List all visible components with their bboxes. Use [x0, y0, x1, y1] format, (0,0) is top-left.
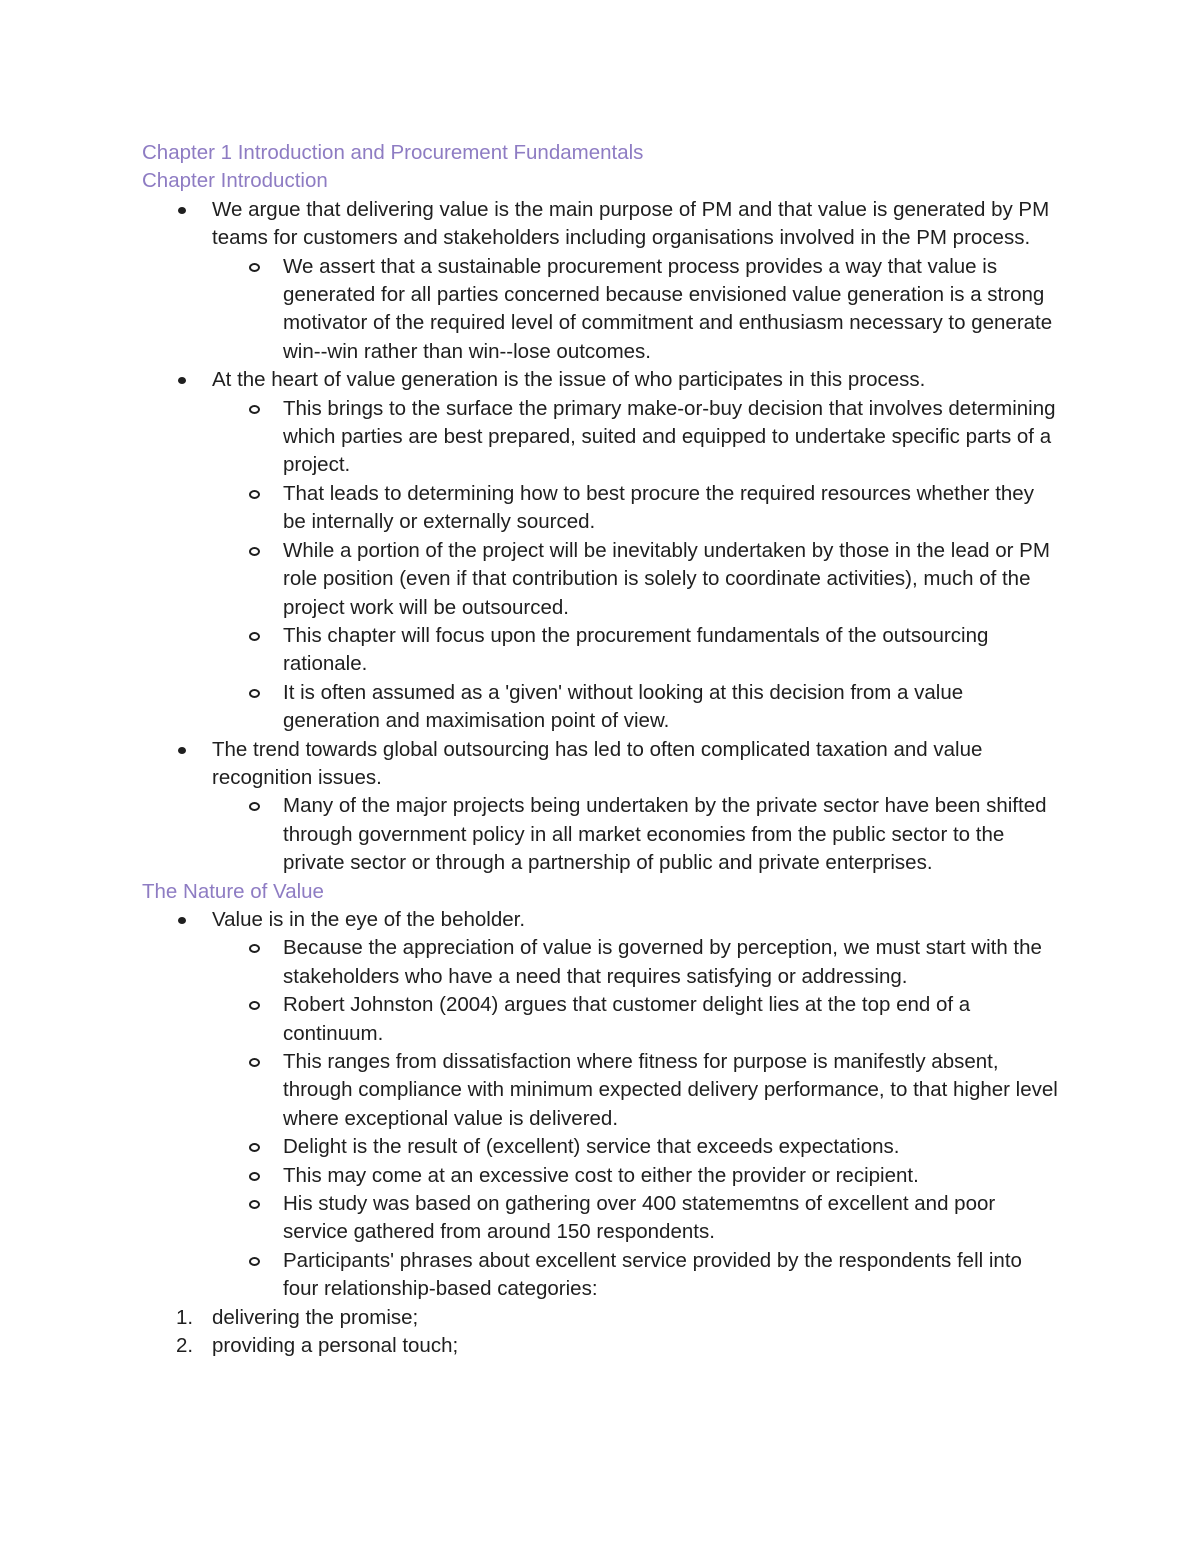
- sub-list-item: [142, 253, 1062, 367]
- sub-list-item: [142, 480, 1062, 537]
- filled-bullet-icon: [178, 917, 186, 924]
- hollow-bullet-icon: [249, 689, 260, 698]
- numbered-list-item: [142, 1304, 1062, 1332]
- list-item-text: Value is in the eye of the beholder.: [212, 907, 526, 931]
- filled-bullet-icon: [178, 207, 186, 214]
- list-item: [142, 196, 1062, 253]
- hollow-bullet-icon: [249, 1257, 260, 1266]
- bullet-list: [142, 196, 1062, 878]
- sub-list-item: [142, 395, 1062, 480]
- document-title: Chapter 1 Introduction and Procurement Fundamentals: [142, 141, 644, 164]
- numbered-item-text: delivering the promise;: [212, 1305, 419, 1329]
- hollow-bullet-icon: [249, 802, 260, 811]
- numbered-list: [142, 1304, 1062, 1361]
- sub-list-item-text: Many of the major projects being undertaken by the private sector have been shifted through government policy in all market economies from the public sector to the private sector or through a partnership of public and private enterprises.: [283, 794, 1047, 875]
- hollow-bullet-icon: [249, 944, 260, 953]
- sub-list-item: [142, 1162, 1062, 1190]
- numbered-item-text: providing a personal touch;: [212, 1334, 459, 1358]
- sub-list-item: [142, 537, 1062, 622]
- sub-list-item-text: This chapter will focus upon the procurement fundamentals of the outsourcing rationale.: [283, 623, 989, 676]
- hollow-bullet-icon: [249, 263, 260, 272]
- hollow-bullet-icon: [249, 1172, 260, 1181]
- list-item-text: We argue that delivering value is the main purpose of PM and that value is generated by PM teams for customers and stakeholders including organisations involved in the PM process.: [212, 197, 1050, 250]
- list-item-text: The trend towards global outsourcing has led to often complicated taxation and value recognition issues.: [212, 737, 983, 789]
- hollow-bullet-icon: [249, 1200, 260, 1209]
- section-heading-nature-of-value: The Nature of Value: [142, 879, 324, 903]
- section-heading-chapter-introduction: Chapter Introduction: [142, 169, 328, 193]
- sub-list-item-text: It is often assumed as a 'given' without looking at this decision from a value generation and maximisation point of view.: [283, 680, 964, 733]
- list-item-text: At the heart of value generation is the issue of who participates in this process.: [212, 368, 926, 392]
- sub-list-item: [142, 934, 1062, 991]
- sub-list-item-text: We assert that a sustainable procurement process provides a way that value is generated for all parties concerned because envisioned value generation is a strong motivator of the required level of commitment and enthusiasm necessary to generate win--win rather than win--lose outcomes.: [283, 254, 1053, 363]
- hollow-bullet-icon: [249, 405, 260, 414]
- sub-list-item-text: That leads to determining how to best procure the required resources whether they be internally or externally sourced.: [283, 481, 1034, 534]
- sub-list-item-text: This ranges from dissatisfaction where fitness for purpose is manifestly absent, through compliance with minimum expected delivery performance, to that higher level where exceptional value is delivered.: [283, 1050, 1058, 1130]
- hollow-bullet-icon: [249, 490, 260, 499]
- filled-bullet-icon: [178, 747, 186, 754]
- list-item: [142, 366, 1062, 394]
- sub-list-item-text: Robert Johnston (2004) argues that customer delight lies at the top end of a continuum.: [283, 993, 971, 1045]
- sub-list-item: [142, 1133, 1062, 1161]
- bullet-list: [142, 906, 1062, 1304]
- numbered-list-item: [142, 1332, 1062, 1360]
- hollow-bullet-icon: [249, 547, 260, 556]
- sub-list-item: [142, 1247, 1062, 1304]
- sub-list-item-text: Participants' phrases about excellent service provided by the respondents fell into four relationship-based categories:: [283, 1248, 1022, 1301]
- list-item: [142, 736, 1062, 793]
- sub-list-item: [142, 792, 1062, 877]
- hollow-bullet-icon: [249, 1001, 260, 1010]
- sub-list-item: [142, 1048, 1062, 1133]
- sub-list-item-text: This brings to the surface the primary make-or-buy decision that involves determining which parties are best prepared, suited and equipped to undertake specific parts of a project.: [283, 396, 1056, 477]
- sub-list-item: [142, 622, 1062, 679]
- list-number: 2.: [176, 1334, 194, 1358]
- sub-list-item-text: His study was based on gathering over 400 statememtns of excellent and poor service gathered from around 150 respondents.: [283, 1192, 996, 1244]
- hollow-bullet-icon: [249, 1143, 260, 1152]
- list-item: [142, 906, 1062, 934]
- sub-list-item-text: While a portion of the project will be inevitably undertaken by those in the lead or PM role position (even if that contribution is solely to coordinate activities), much of the project work will be outsourced.: [283, 538, 1050, 619]
- sub-list-item: [142, 991, 1062, 1048]
- sub-list-item: [142, 679, 1062, 736]
- filled-bullet-icon: [178, 377, 186, 384]
- hollow-bullet-icon: [249, 1058, 260, 1067]
- sub-list-item: [142, 1190, 1062, 1247]
- hollow-bullet-icon: [249, 632, 260, 641]
- list-number: 1.: [176, 1305, 194, 1329]
- sub-list-item-text: This may come at an excessive cost to either the provider or recipient.: [283, 1163, 919, 1187]
- sub-list-item-text: Delight is the result of (excellent) service that exceeds expectations.: [283, 1135, 900, 1159]
- sub-list-item-text: Because the appreciation of value is governed by perception, we must start with the stakeholders who have a need that requires satisfying or addressing.: [283, 936, 1042, 988]
- document-page: [142, 139, 1062, 1360]
